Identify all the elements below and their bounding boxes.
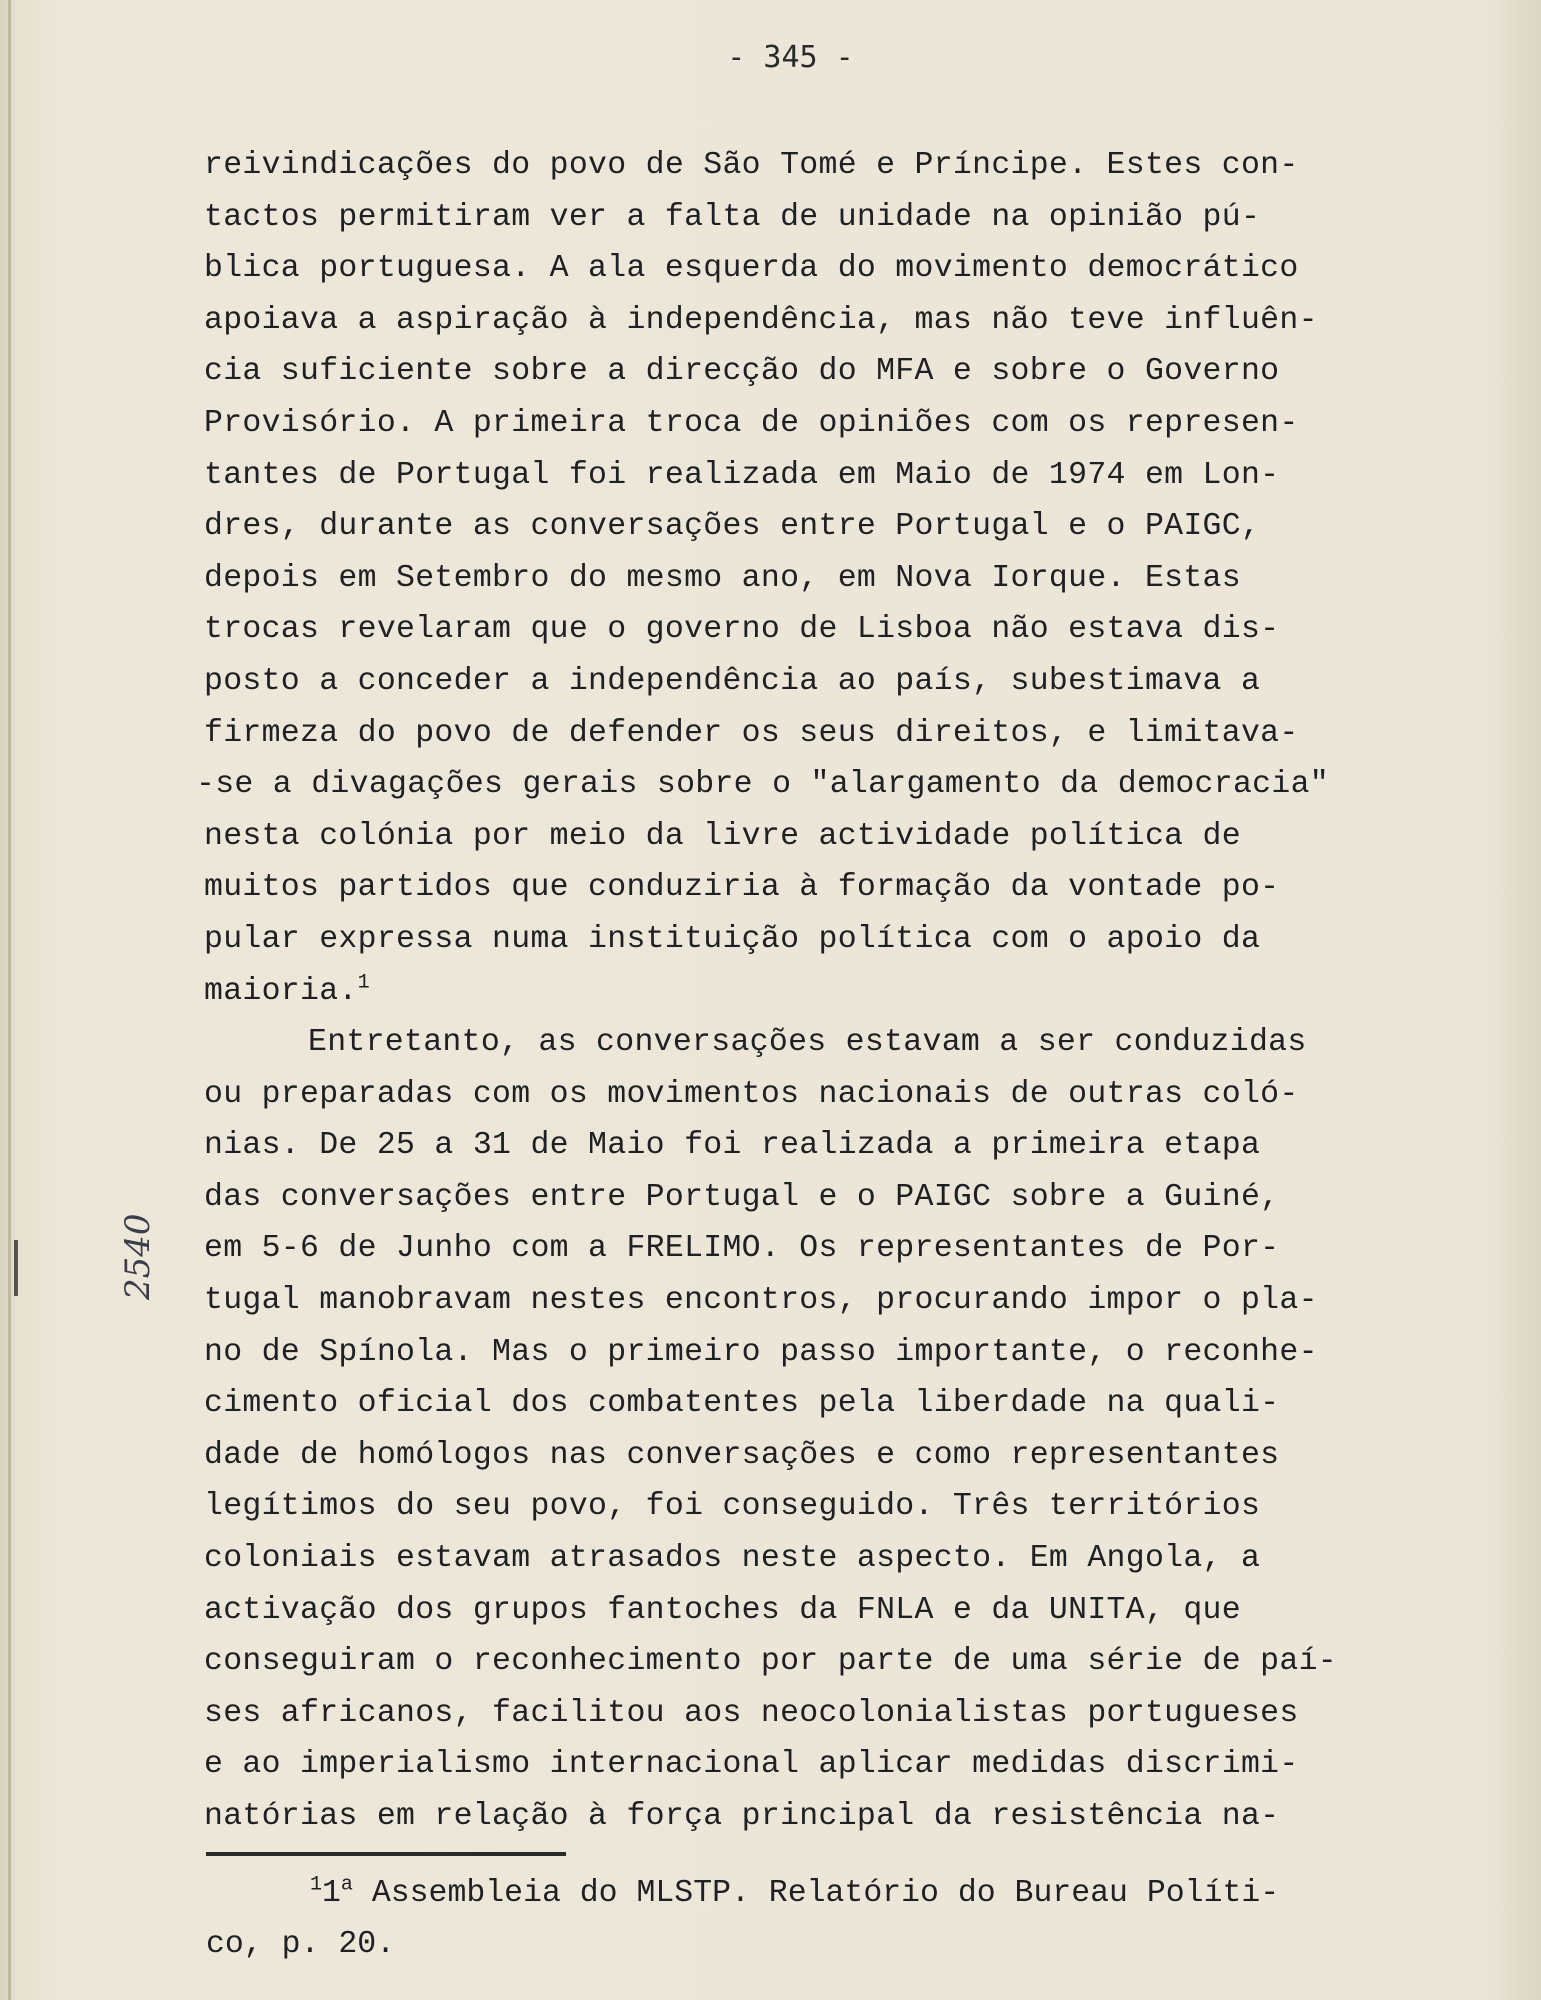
text-line: reivindicações do povo de São Tomé e Príncipe. Estes con-	[204, 148, 1299, 183]
text-line-with-footnote	[204, 966, 1444, 1018]
footnote-reference: 1	[357, 971, 370, 994]
text-line: nesta colónia por meio da livre actividade política de	[204, 818, 1241, 854]
text-line: cimento oficial dos combatentes pela liberdade na quali-	[204, 1386, 1280, 1422]
text-line: dade de homólogos nas conversações e como representantes	[204, 1437, 1280, 1473]
text-line: activação dos grupos fantoches da FNLA e da UNITA, que	[204, 1592, 1241, 1628]
text-line: tugal manobravam nestes encontros, procurando impor o pla-	[204, 1283, 1318, 1319]
text-line: nias. De 25 a 31 de Maio foi realizada a primeira etapa	[204, 1128, 1261, 1164]
footnote-line	[206, 1868, 1426, 1919]
text-line: ses africanos, facilitou aos neocolonialistas portugueses	[204, 1695, 1299, 1731]
text-line: em 5-6 de Junho com a FRELIMO. Os representantes de Por-	[204, 1231, 1280, 1267]
margin-mark	[14, 1240, 18, 1296]
text-line: natórias em relação à força principal da resistência na-	[204, 1799, 1280, 1834]
text-line: dres, durante as conversações entre Portugal e o PAIGC,	[204, 509, 1261, 545]
text-line: trocas revelaram que o governo de Lisboa não estava dis-	[204, 612, 1280, 648]
text-line: pular expressa numa instituição política com o apoio da	[204, 921, 1261, 957]
text-line: Provisório. A primeira troca de opiniões com os represen-	[204, 405, 1299, 441]
text-line: conseguiram o reconhecimento por parte de uma série de paí-	[204, 1644, 1337, 1680]
text-line: legítimos do seu povo, foi conseguido. Três territórios	[204, 1489, 1261, 1525]
text-line: no de Spínola. Mas o primeiro passo importante, o reconhe-	[204, 1334, 1318, 1370]
footnote-ordinal-suffix: a	[340, 1873, 353, 1897]
footnote	[206, 1868, 1426, 1970]
page-number: - 345 -	[727, 40, 854, 75]
text-span: maioria.	[204, 973, 358, 1009]
footnote-marker: 1	[310, 1873, 323, 1897]
text-line: depois em Setembro do mesmo ano, em Nova Iorque. Estas	[204, 560, 1241, 596]
text-line: firmeza do povo de defender os seus direitos, e limitava-	[204, 715, 1299, 751]
body-text	[196, 140, 1444, 1843]
text-line: tantes de Portugal foi realizada em Maio de 1974 em Lon-	[204, 457, 1280, 493]
text-line: tactos permitiram ver a falta de unidade na opinião pú-	[204, 199, 1261, 235]
text-line: blica portuguesa. A ala esquerda do movimento democrático	[204, 251, 1299, 287]
text-line: ou preparadas com os movimentos nacionais de outras coló-	[204, 1076, 1299, 1112]
text-line: -se a divagações gerais sobre o "alargamento da democracia"	[196, 767, 1329, 803]
footnote-ordinal: 1	[322, 1876, 341, 1911]
text-line: muitos partidos que conduziria à formação da vontade po-	[204, 870, 1280, 906]
text-line: das conversações entre Portugal e o PAIGC sobre a Guiné,	[204, 1179, 1280, 1215]
text-line: posto a conceder a independência ao país, subestimava a	[204, 663, 1261, 699]
text-line: cia suficiente sobre a direcção do MFA e sobre o Governo	[204, 354, 1280, 390]
text-line: apoiava a aspiração à independência, mas não teve influên-	[204, 302, 1318, 338]
page-edge-shadow	[8, 0, 11, 2000]
footnote-text: Assembleia do MLSTP. Relatório do Bureau Políti-	[352, 1876, 1280, 1911]
footnote-divider	[206, 1852, 566, 1856]
paragraph-start-line: Entretanto, as conversações estavam a ser conduzidas	[308, 1025, 1307, 1061]
text-line: coloniais estavam atrasados neste aspecto. Em Angola, a	[204, 1541, 1261, 1577]
handwritten-margin-number: 2540	[118, 1213, 158, 1300]
footnote-line: co, p. 20.	[206, 1927, 396, 1962]
text-line: e ao imperialismo internacional aplicar medidas discrimi-	[204, 1747, 1299, 1783]
